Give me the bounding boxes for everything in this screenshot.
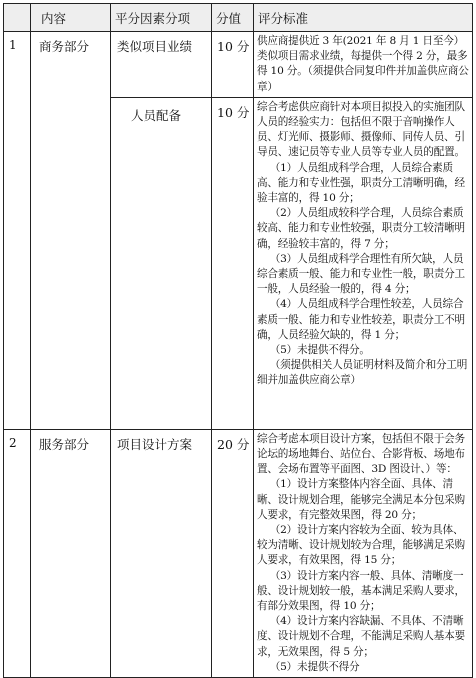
header-score: 分值	[212, 4, 254, 32]
row-score: 20 分	[212, 429, 254, 677]
standard-paragraph: （5）未提供不得分。	[269, 344, 370, 357]
standard-paragraph: （1）设计方案整体内容全面、具体、清晰、设计规划合理，能够完全满足本分包采购人要求，有完整效果图，得 20 分；	[257, 478, 465, 521]
row-standard	[254, 32, 473, 98]
row-seq: 2	[4, 429, 31, 677]
header-seq	[4, 4, 31, 32]
row-content: 服务部分	[31, 429, 111, 677]
standard-paragraph: （1）人员组成科学合理，人员综合素质高、能力和专业性强，职责分工清晰明确，经验丰富的，得 10 分；	[257, 161, 465, 205]
table-row	[4, 429, 473, 677]
header-content: 内容	[31, 4, 111, 32]
row-factor: 类似项目业绩	[111, 32, 212, 98]
row-seq: 1	[4, 32, 31, 430]
row-factor-label: 人员配备	[131, 107, 182, 123]
row-factor: 项目设计方案	[111, 429, 212, 677]
row-standard	[254, 97, 473, 429]
standard-paragraph: （须提供相关人员证明材料及简介和分工明细并加盖供应商公章）	[257, 359, 468, 387]
standard-paragraph: 综合考虑供应商针对本项目拟投入的实施团队人员的经验实力：包括但不限于音响操作人员、灯光师、摄影师、摄像师、同传人员、引导员、速记员等专业人员等专业人员的配置。	[257, 100, 465, 159]
header-factor: 平分因素分项	[111, 4, 212, 32]
row-standard	[254, 429, 473, 677]
header-standard: 评分标准	[254, 4, 473, 32]
standard-paragraph: （5）未提供不得分	[269, 660, 360, 673]
standard-paragraph: 供应商提供近 3 年(2021 年 8 月 1 日至今）类似项目需求业绩，每提供一个得 2 分，最多得 10 分。（须提供合同复印件并加盖供应商公章）	[257, 35, 469, 93]
standard-paragraph: （4）人员组成科学合理性较差，人员综合素质一般、能力和专业性较差，职责分工不明确，人员经验欠缺的，得 1 分；	[257, 298, 465, 341]
standard-paragraph: （4）设计方案内容缺漏、不具体、不清晰度、设计规划不合理，不能满足采购人基本要求，无效果图，得 5 分；	[257, 615, 465, 658]
row-factor	[111, 97, 212, 429]
row-score: 10 分	[212, 32, 254, 98]
row-score: 10 分	[212, 97, 254, 429]
row-content: 商务部分	[31, 32, 111, 430]
scoring-table	[3, 3, 473, 678]
table-row	[4, 32, 473, 98]
standard-paragraph: （2）设计方案内容较为全面、较为具体、较为清晰、设计规划较为合理，能够满足采购人要求，有效果图，得 15 分；	[257, 524, 465, 567]
standard-paragraph: （3）人员组成科学合理性有所欠缺，人员综合素质一般、能力和专业性一般，职责分工一般，人员经验一般的，得 4 分；	[257, 252, 465, 296]
standard-paragraph: （2）人员组成较科学合理，人员综合素质较高、能力和专业性较强，职责分工较清晰明确，经验较丰富的，得 7 分；	[257, 207, 465, 250]
header-row	[4, 4, 473, 32]
standard-paragraph: （3）设计方案内容一般、具体、清晰度一般、设计规划较一般，基本满足采购人要求，有部分效果图，得 10 分；	[257, 569, 465, 613]
standard-paragraph: 综合考虑本项目设计方案，包括但不限于会务论坛的场地舞台、站位台、合影背板、场地布置、会场布置等平面图、3D 图设计、）等：	[257, 432, 465, 476]
